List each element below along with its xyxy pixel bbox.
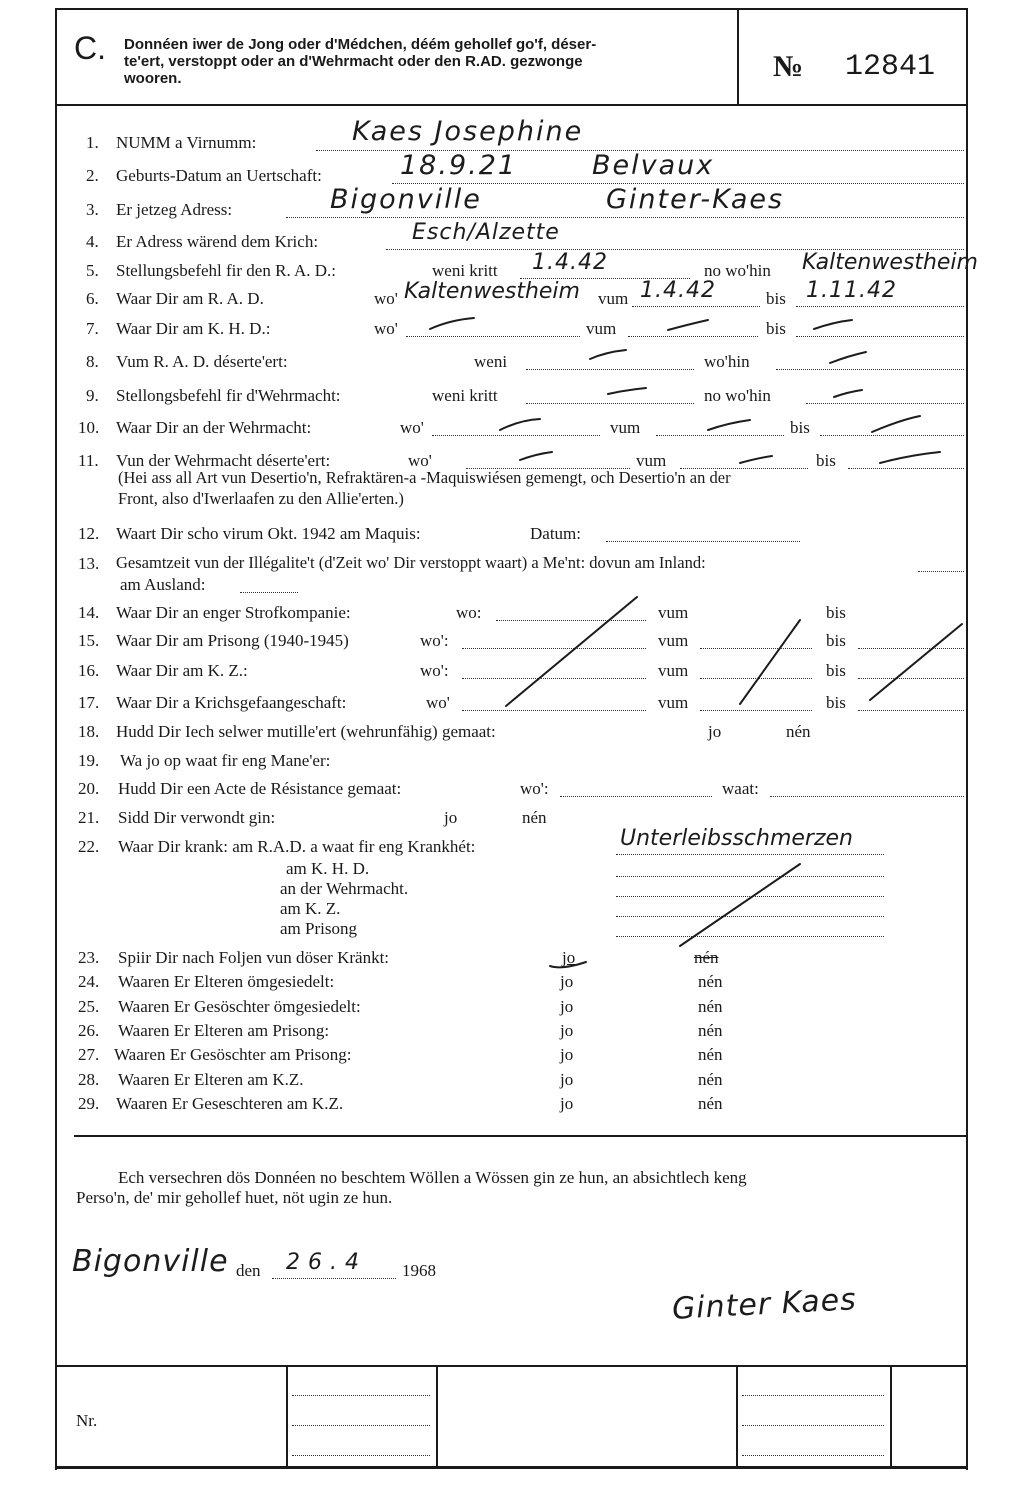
field-label: wo'	[400, 418, 424, 437]
row-label: Waaren Er Gesöschter ömgesiedelt:	[118, 997, 361, 1016]
row-label: Waar Dir am R. A. D.	[116, 289, 264, 308]
row-number: 27.	[78, 1045, 100, 1064]
declaration-line1: Ech versechren dös Donnéen no beschtem Wöllen a Wössen gin ze hun, an absichtlech keng	[118, 1168, 747, 1187]
option-jo-selected: jo	[562, 948, 576, 967]
year-label: 1968	[402, 1261, 436, 1280]
row-label: Geburts-Datum an Uertschaft:	[116, 166, 322, 185]
row-number: 9.	[86, 386, 99, 405]
row-number: 14.	[78, 603, 100, 622]
option-jo: jo	[560, 1021, 574, 1040]
field-label: vum	[658, 631, 689, 650]
field-label: bis	[826, 631, 846, 650]
header-letter: C.	[74, 30, 106, 66]
row-number: 18.	[78, 722, 100, 741]
check-mark	[550, 962, 586, 967]
dash-mark	[834, 390, 862, 397]
field-label: wo'hin	[704, 352, 750, 371]
nr-label: Nr.	[76, 1411, 98, 1430]
option-jo: jo	[444, 808, 458, 827]
option-nen: nén	[698, 997, 723, 1016]
sub-label: am K. Z.	[280, 899, 341, 918]
field-label: vum	[598, 289, 629, 308]
row-label: Waaren Er Elteren am K.Z.	[118, 1070, 304, 1089]
header-description-line2: te'ert, verstoppt oder an d'Wehrmacht oder den R.AD. gezwonge	[124, 53, 583, 70]
row-number: 13.	[78, 554, 100, 573]
dash-mark	[830, 352, 866, 363]
form-number: 12841	[845, 50, 936, 84]
option-nen: nén	[698, 1045, 723, 1064]
handwritten-birth-place: Belvaux	[592, 150, 715, 181]
field-label: weni kritt	[432, 261, 498, 280]
sub-label: am Prisong	[280, 919, 357, 938]
row-label: Stellungsbefehl fir den R. A. D.:	[116, 261, 337, 280]
option-nen: nén	[698, 1070, 723, 1089]
row-label: Hudd Dir een Acte de Résistance gemaat:	[118, 779, 402, 798]
field-label: vum	[658, 661, 689, 680]
handwritten-birth-date: 18.9.21	[400, 150, 518, 181]
row-number: 7.	[86, 319, 99, 338]
option-nen-struck: nén	[694, 948, 719, 967]
field-label: bis	[790, 418, 810, 437]
slash-mark	[870, 624, 962, 700]
field-label: waat:	[722, 779, 759, 798]
row-number: 3.	[86, 200, 99, 219]
option-nen: nén	[698, 972, 723, 991]
row-number: 5.	[86, 261, 99, 280]
row-number: 21.	[78, 808, 100, 827]
row-label: Spiir Dir nach Foljen vun döser Kränkt:	[118, 948, 390, 967]
row-label: Waaren Er Gesöschter am Prisong:	[114, 1045, 352, 1064]
row-number: 15.	[78, 631, 100, 650]
option-jo: jo	[560, 997, 574, 1016]
dash-mark	[430, 318, 474, 329]
dash-mark	[740, 456, 772, 463]
field-label: bis	[766, 289, 786, 308]
form-number-sign: №	[773, 50, 804, 83]
slash-mark	[506, 597, 637, 706]
row-label: Waar Dir krank: am R.A.D. a waat fir eng Krankhét:	[118, 837, 476, 856]
handwritten-rad-order-date: 1.4.42	[532, 250, 608, 275]
field-label: vum	[658, 603, 689, 622]
field-label: vum	[610, 418, 641, 437]
row-number: 25.	[78, 997, 100, 1016]
option-jo: jo	[708, 722, 722, 741]
field-label: no wo'hin	[704, 261, 771, 280]
field-label: wo':	[420, 661, 449, 680]
row-label: Vun der Wehrmacht déserte'ert:	[116, 451, 331, 470]
handwritten-rad-order-place: Kaltenwestheim	[802, 250, 978, 275]
row-label: Wa jo op waat fir eng Mane'er:	[120, 751, 331, 770]
row-number: 17.	[78, 693, 100, 712]
row-number: 16.	[78, 661, 100, 680]
row-label: Stellongsbefehl fir d'Wehrmacht:	[116, 386, 341, 405]
row-number: 26.	[78, 1021, 100, 1040]
field-label: wo'	[374, 319, 398, 338]
field-label: wo:	[456, 603, 482, 622]
row-label: Waar Dir an der Wehrmacht:	[116, 418, 312, 437]
field-label: wo'	[408, 451, 432, 470]
row-number: 24.	[78, 972, 100, 991]
row-label: Waar Dir an enger Strofkompanie:	[116, 603, 351, 622]
row-label: Gesamtzeit vun der Illégalite't (d'Zeit wo' Dir verstoppt waart) a Me'nt: dovun am Inland:	[116, 553, 706, 572]
row-note: Front, also d'Iwerlaafen zu den Allie'erten.)	[118, 489, 404, 508]
dash-mark	[872, 416, 920, 432]
handwritten-name: Kaes Josephine	[352, 116, 584, 147]
option-nen: nén	[698, 1021, 723, 1040]
declaration-line2: Perso'n, de' mir gehollef huet, nöt ugin ze hun.	[76, 1188, 393, 1207]
field-label: bis	[826, 693, 846, 712]
row-number: 12.	[78, 524, 100, 543]
field-label: wo':	[420, 631, 449, 650]
option-jo: jo	[560, 1045, 574, 1064]
row-number: 8.	[86, 352, 99, 371]
row-label: Waaren Er Elteren ömgesiedelt:	[118, 972, 335, 991]
dash-mark	[814, 320, 852, 329]
field-label: am Ausland:	[120, 575, 206, 594]
field-label: bis	[816, 451, 836, 470]
field-label: weni kritt	[432, 386, 498, 405]
row-label: NUMM a Virnumm:	[116, 133, 257, 152]
row-number: 23.	[78, 948, 100, 967]
handwritten-illness: Unterleibsschmerzen	[620, 826, 853, 851]
field-label: Datum:	[530, 524, 581, 543]
row-label: Er Adress wärend dem Krich:	[116, 232, 319, 251]
slash-mark	[680, 864, 800, 946]
field-label: wo':	[520, 779, 549, 798]
option-nen: nén	[698, 1094, 723, 1113]
handwritten-address-town: Bigonville	[330, 184, 482, 215]
field-label: vum	[586, 319, 617, 338]
option-jo: jo	[560, 972, 574, 991]
row-number: 6.	[86, 289, 99, 308]
slash-mark	[740, 620, 800, 704]
handwritten-place-signed: Bigonville	[72, 1244, 229, 1279]
den-label: den	[236, 1261, 261, 1280]
row-label: Er jetzeg Adress:	[116, 200, 233, 219]
dash-mark	[668, 320, 708, 330]
option-jo: jo	[560, 1070, 574, 1089]
field-label: wo'	[374, 289, 398, 308]
option-jo: jo	[560, 1094, 574, 1113]
dash-mark	[708, 420, 750, 430]
row-label: Waaren Er Elteren am Prisong:	[118, 1021, 330, 1040]
handwritten-war-address: Esch/Alzette	[412, 220, 560, 245]
row-label: Waar Dir am K. Z.:	[116, 661, 248, 680]
dash-mark	[880, 452, 940, 463]
field-label: wo'	[426, 693, 450, 712]
dash-mark	[608, 388, 646, 394]
handwritten-rad-to: 1.11.42	[806, 278, 897, 303]
field-label: bis	[826, 661, 846, 680]
field-label: weni	[474, 352, 508, 371]
header-description-line3: wooren.	[124, 70, 182, 87]
handwritten-rad-place: Kaltenwestheim	[404, 279, 580, 304]
field-label: vum	[658, 693, 689, 712]
row-label: Waar Dir am K. H. D.:	[116, 319, 271, 338]
row-number: 20.	[78, 779, 100, 798]
row-note: (Hei ass all Art vun Desertio'n, Refraktären-a -Maquiswiésen gemengt, och Desertio'n an der	[118, 468, 731, 487]
row-label: Waar Dir a Krichsgefaangeschaft:	[116, 693, 347, 712]
row-label: Vum R. A. D. déserte'ert:	[116, 352, 288, 371]
header-description-line1: Donnéen iwer de Jong oder d'Médchen, déém gehollef go'f, déser-	[124, 36, 597, 53]
row-number: 4.	[86, 232, 99, 251]
row-label: Waart Dir scho virum Okt. 1942 am Maquis:	[116, 524, 421, 543]
row-number: 2.	[86, 166, 99, 185]
row-label: Hudd Dir Iech selwer mutille'ert (wehrunfähig) gemaat:	[116, 722, 496, 741]
row-number: 10.	[78, 418, 100, 437]
row-number: 28.	[78, 1070, 100, 1089]
field-label: vum	[636, 451, 667, 470]
field-label: no wo'hin	[704, 386, 771, 405]
dash-mark	[590, 350, 626, 359]
option-nen: nén	[786, 722, 811, 741]
row-number: 19.	[78, 751, 100, 770]
row-number: 29.	[78, 1094, 100, 1113]
field-label: bis	[826, 603, 846, 622]
sub-label: am K. H. D.	[286, 859, 370, 878]
row-label: Sidd Dir verwondt gin:	[118, 808, 276, 827]
sub-label: an der Wehrmacht.	[280, 879, 409, 898]
handwritten-rad-from: 1.4.42	[640, 278, 716, 303]
row-number: 11.	[78, 451, 99, 470]
row-label: Waar Dir am Prisong (1940-1945)	[116, 631, 349, 650]
dash-mark	[500, 419, 540, 430]
field-label: bis	[766, 319, 786, 338]
row-number: 1.	[86, 133, 99, 152]
handwritten-date-signed: 26.4	[286, 1250, 367, 1275]
signature: Ginter Kaes	[671, 1282, 858, 1327]
row-number: 22.	[78, 837, 100, 856]
row-label: Waaren Er Geseschteren am K.Z.	[116, 1094, 344, 1113]
dash-mark	[520, 452, 552, 460]
option-nen: nén	[522, 808, 547, 827]
handwritten-address-name: Ginter-Kaes	[606, 184, 785, 215]
